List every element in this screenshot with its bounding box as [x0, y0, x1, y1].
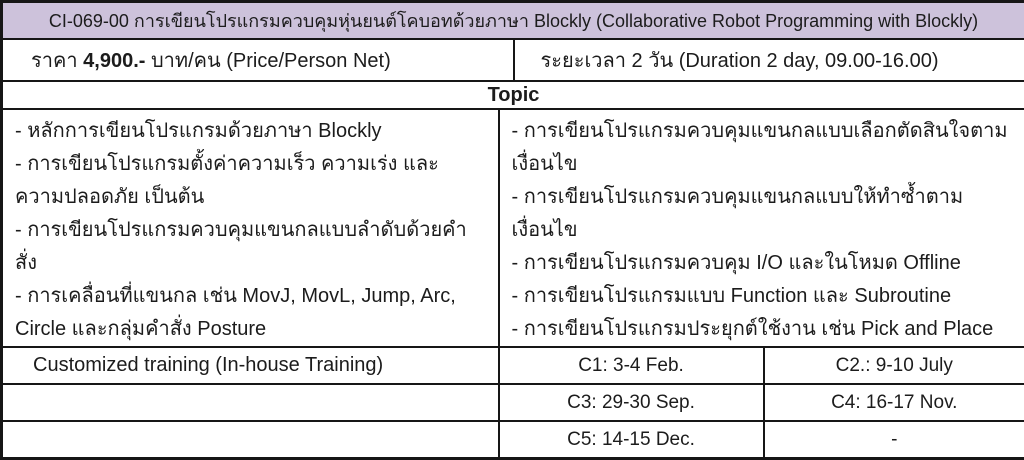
price-amount: 4,900.- [83, 50, 145, 72]
schedule-c2: C2.: 9-10 July [764, 347, 1024, 384]
topic-item: - การเขียนโปรแกรมควบคุมแขนกลแบบเลือกตัดสินใจตามเงื่อนไข [512, 115, 1015, 181]
topics-right-cell [499, 109, 1024, 347]
customized-training-label: Customized training (In-house Training) [2, 347, 499, 384]
topic-item: - การเขียนโปรแกรมควบคุม I/O และในโหมด Offline [512, 247, 1015, 280]
course-title: CI-069-00 การเขียนโปรแกรมควบคุมหุ่นยนต์โคบอทด้วยภาษา Blockly (Collaborative Robot Programming with Blockly) [2, 2, 1024, 40]
price-prefix: ราคา [31, 50, 83, 72]
duration-cell: ระยะเวลา 2 วัน (Duration 2 day, 09.00-16.00) [514, 39, 1024, 81]
topic-item: - หลักการเขียนโปรแกรมด้วยภาษา Blockly [15, 115, 488, 148]
topic-item: - การเขียนโปรแกรมควบคุมแขนกลแบบให้ทำซ้ำตามเงื่อนไข [512, 181, 1015, 247]
topic-header: Topic [2, 81, 1024, 109]
schedule-c3: C3: 29-30 Sep. [499, 384, 764, 421]
schedule-row-3 [2, 421, 1024, 459]
topics-row [2, 109, 1024, 347]
schedule-row-2 [2, 384, 1024, 421]
schedule-c5: C5: 14-15 Dec. [499, 421, 764, 459]
topic-item: - การเขียนโปรแกรมแบบ Function และ Subroutine [512, 280, 1015, 313]
schedule-c6-dash: - [764, 421, 1024, 459]
topic-header-row [2, 81, 1024, 109]
schedule-c4: C4: 16-17 Nov. [764, 384, 1024, 421]
course-title-row [2, 2, 1024, 40]
topic-item: - การเขียนโปรแกรมควบคุมแขนกลแบบลำดับด้วยคำสั่ง [15, 214, 488, 280]
topic-item: - การเคลื่อนที่แขนกล เช่น MovJ, MovL, Jump, Arc, Circle และกลุ่มคำสั่ง Posture [15, 280, 488, 346]
topic-item: - การเขียนโปรแกรมประยุกต์ใช้งาน เช่น Pick and Place [512, 313, 1015, 346]
topic-item: - การเขียนโปรแกรมตั้งค่าความเร็ว ความเร่ง และความปลอดภัย เป็นต้น [15, 148, 488, 214]
schedule-c1: C1: 3-4 Feb. [499, 347, 764, 384]
schedule-row-1 [2, 347, 1024, 384]
price-duration-row [2, 39, 1024, 81]
topics-left-cell [2, 109, 499, 347]
price-cell [2, 39, 514, 81]
schedule-empty-cell-2 [2, 421, 499, 459]
price-suffix: บาท/คน (Price/Person Net) [145, 50, 390, 72]
schedule-empty-cell-1 [2, 384, 499, 421]
